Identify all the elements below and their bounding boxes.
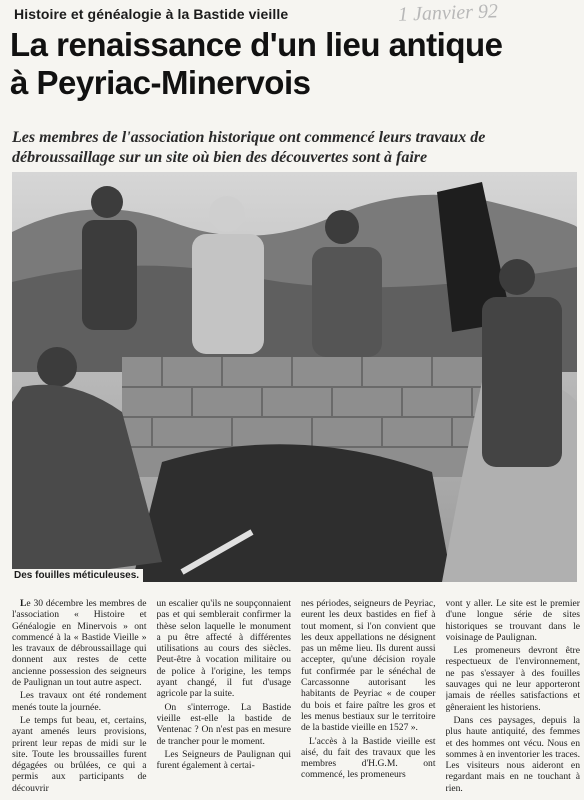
- article-column-1: [12, 598, 147, 798]
- paragraph: Les promeneurs devront être respectueux de l'environnement, ne pas s'essayer à des fouilles sauvages qui ne leur apporteront jamais de réelles satisfactions et gêneraient les historiens.: [445, 645, 580, 713]
- headline-line-1: La renaissance d'un lieu antique: [10, 26, 503, 63]
- paragraph: nes périodes, seigneurs de Peyriac, eurent les deux bastides en fief à tout moment, si l'on convient que les deux appellations ne désignent pas un même lieu. Ils durent aussi accepter, qu'une décision royale fut confirmée par le sénéchal de Carcassonne autorisant les habitants de Peyriac « de couper du bois et faire paître les gros et les menus bestiaux sur le territoire de la bastide vieille en 1527 ».: [301, 598, 436, 734]
- paragraph: Les Seigneurs de Paulignan qui furent également à certai-: [156, 748, 291, 772]
- article-column-3: [301, 598, 436, 798]
- article-column-4: [446, 598, 581, 798]
- article-column-2: [157, 598, 292, 798]
- headline-line-2: à Peyriac-Minervois: [10, 64, 311, 101]
- paragraph: Le 30 décembre les membres de l'association « Histoire et Généalogie en Minervois » ont commencé à la « Bastide Vieille » les travaux de débroussaillage qui donnent aux restes de cette ancienne possession des seigneurs de Paulignan un tout autre aspect.: [12, 598, 147, 689]
- photo-caption: Des fouilles méticuleuses.: [12, 569, 143, 582]
- standfirst: Les membres de l'association historique ont commencé leurs travaux de débroussaillage sur un site où bien des découvertes sont à faire: [12, 129, 486, 166]
- handwritten-date-note: 1 Janvier 92: [397, 0, 499, 26]
- photo-illustration: [12, 172, 577, 582]
- article-body: [12, 598, 580, 798]
- section-kicker: Histoire et généalogie à la Bastide vieille: [14, 6, 289, 22]
- paragraph: Les travaux ont été rondement menés toute la journée.: [12, 690, 147, 713]
- paragraph: L'accès à la Bastide vieille est aisé, du fait des travaux que les membres d'H.G.M. ont commencé, les promeneurs: [301, 735, 436, 781]
- paragraph: On s'interroge. La Bastide vieille est-elle la bastide de Ventenac ? On n'est pas en mesure de trancher pour le moment.: [156, 701, 291, 747]
- article-photo: [12, 172, 577, 582]
- paragraph: Le temps fut beau, et, certains, ayant amenés leurs provisions, prirent leur repas de midi sur le site. Toute les broussailles furent dégagées ou brûlées, ce qui a permis aux participants de découvrir: [12, 714, 147, 794]
- headline: [10, 26, 580, 102]
- paragraph: vont y aller. Le site est le premier d'une longue série de sites historiques se trouvant dans le voisinage de Paulignan.: [445, 598, 580, 643]
- paragraph: un escalier qu'ils ne soupçonnaient pas et qui semblerait confirmer la thèse selon laquelle le monument a pu être affecté à différentes utilisations au cours des siècles. Peut-être à vocation militaire ou de police à l'origine, les temps ayant changé, il fut d'usage agricole par la suite.: [156, 598, 291, 700]
- paragraph: Dans ces paysages, depuis la plus haute antiquité, des femmes et des hommes ont vécu. Nous en sommes à en inventorier les traces. Les visiteurs nous aideront en regardant mais en ne touchant à rien.: [445, 714, 580, 794]
